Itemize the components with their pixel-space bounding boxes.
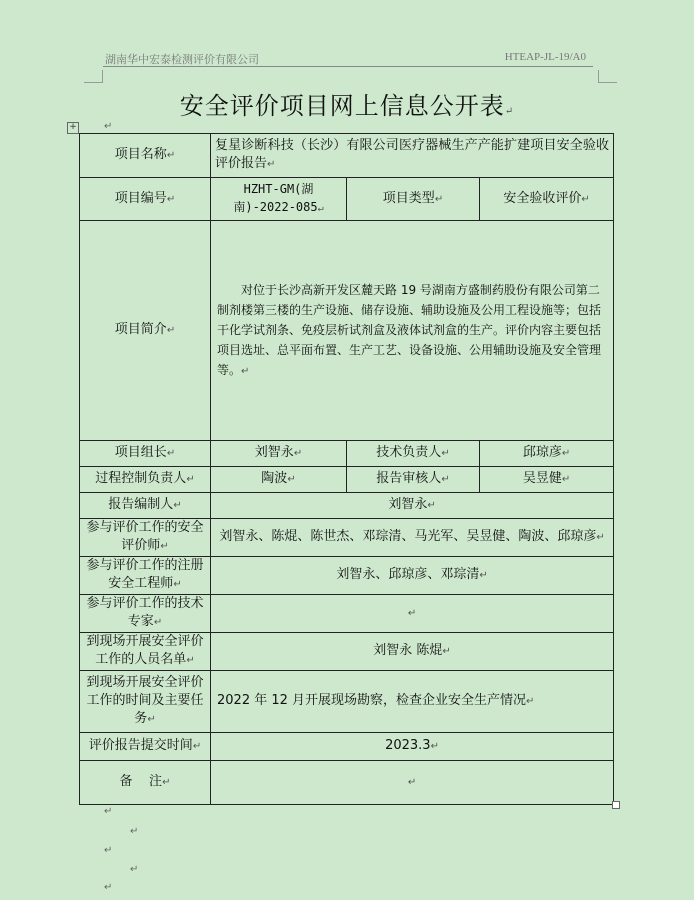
paragraph-mark: ↵	[581, 193, 590, 205]
margin-corner-left	[84, 70, 103, 83]
project-no-value	[211, 178, 347, 221]
intro-label	[80, 221, 211, 441]
paragraph-mark: ↵	[287, 474, 296, 485]
cell-text: 过程控制负责人	[95, 471, 187, 486]
paragraph-mark: ↵	[186, 474, 195, 485]
paragraph-mark: ↵	[561, 448, 571, 459]
paragraph-mark: ↵	[407, 777, 417, 788]
paragraph-mark: ↵	[407, 608, 417, 619]
experts-value	[211, 595, 614, 633]
paragraph-mark: ↵	[430, 741, 439, 752]
remark-value	[211, 761, 614, 805]
table-row	[80, 441, 614, 467]
engineers-value	[211, 557, 614, 595]
paragraph-mark: ↵	[166, 448, 176, 459]
cell-text: 项目类型	[382, 190, 435, 206]
paragraph-mark: ↵	[160, 541, 169, 552]
engineers-label	[80, 557, 211, 595]
cell-text: 报告审核人	[376, 471, 442, 486]
experts-label	[80, 595, 211, 633]
project-type-value	[480, 178, 614, 221]
cell-text: 邱琼彦	[522, 445, 562, 460]
paragraph-mark: ↵	[441, 448, 450, 459]
table-row	[80, 557, 614, 595]
cell-text: 刘智永	[254, 445, 294, 460]
table-row	[80, 519, 614, 557]
intro-value	[211, 221, 614, 441]
onsite-people-value	[211, 633, 614, 671]
paragraph-mark: ↵	[434, 193, 444, 205]
cell-text: 项目编号	[114, 190, 167, 206]
paragraph-mark: ↵	[104, 882, 113, 893]
paragraph-mark: ↵	[130, 826, 139, 837]
paragraph-mark: ↵	[526, 696, 535, 707]
cell-text: 陶波	[261, 471, 288, 486]
project-name-label	[80, 134, 211, 178]
table-row	[80, 178, 614, 221]
onsite-people-label	[80, 633, 211, 671]
cell-text: HZHT-GM(湖南)-2022-085	[233, 182, 318, 214]
paragraph-mark: ↵	[479, 570, 488, 581]
header-code: HTEAP-JL-19/A0	[504, 51, 586, 63]
project-no-label	[80, 178, 211, 221]
leader-value	[211, 441, 347, 467]
cell-text: 技术负责人	[376, 445, 442, 460]
cell-text: 到现场开展安全评价工作的时间及主要任务	[86, 675, 204, 726]
cell-text: 参与评价工作的技术专家	[86, 596, 204, 629]
paragraph-mark: ↵	[267, 159, 276, 170]
project-name-value	[211, 134, 614, 178]
cell-text: 对位于长沙高新开发区麓天路 19 号湖南方盛制药股份有限公司第二制剂楼第三楼的生产设施、储存设施、辅助设施及公用工程设施等；包括干化学试剂条、免疫层析试剂盒及液体试剂盒的生产。评价内容主要包括项目选址、总平面布置、生产工艺、设备设施、公用辅助设施及安全管理等。	[217, 282, 602, 377]
cell-text: 项目简介	[114, 322, 167, 337]
paragraph-mark: ↵	[427, 500, 436, 511]
paragraph-mark: ↵	[173, 500, 182, 511]
evaluators-label	[80, 519, 211, 557]
paragraph-mark: ↵	[173, 579, 182, 590]
reviewer-label	[347, 467, 480, 493]
table-row	[80, 733, 614, 761]
cell-text: 参与评价工作的安全评价师	[86, 520, 204, 553]
paragraph-mark: ↵	[504, 106, 515, 117]
author-label	[80, 493, 211, 519]
remark-label	[80, 761, 211, 805]
table-row	[80, 134, 614, 178]
cell-text: 备 注	[119, 774, 163, 789]
cell-text: 2023.3	[385, 738, 431, 753]
paragraph-mark: ↵	[162, 777, 171, 788]
paragraph-mark: ↵	[104, 845, 113, 856]
table-row	[80, 761, 614, 805]
paragraph-mark: ↵	[147, 714, 156, 725]
header-rule	[103, 66, 593, 67]
cell-text: 吴昱健	[522, 471, 562, 486]
paragraph-mark: ↵	[596, 532, 605, 543]
paragraph-mark: ↵	[166, 325, 176, 336]
onsite-time-value	[211, 671, 614, 733]
cell-text: 项目名称	[114, 147, 167, 162]
table-resize-handle[interactable]	[612, 801, 620, 809]
reviewer-value	[480, 467, 614, 493]
cell-text: 2022 年 12 月开展现场勘察，检查企业安全生产情况	[217, 693, 527, 708]
info-table	[79, 133, 614, 805]
cell-text: 报告编制人	[108, 497, 174, 512]
cell-text: 刘智永 陈焜	[373, 643, 443, 658]
table-row	[80, 633, 614, 671]
cell-text: 到现场开展安全评价工作的人员名单	[86, 634, 204, 667]
process-label	[80, 467, 211, 493]
evaluators-value	[211, 519, 614, 557]
paragraph-mark: ↵	[153, 617, 163, 628]
author-value	[211, 493, 614, 519]
paragraph-mark: ↵	[293, 448, 303, 459]
tech-value	[480, 441, 614, 467]
cell-text: 评价报告提交时间	[88, 738, 193, 753]
process-value	[211, 467, 347, 493]
tech-label	[347, 441, 480, 467]
paragraph-mark: ↵	[317, 203, 324, 214]
paragraph-mark: ↵	[104, 806, 113, 817]
paragraph-mark: ↵	[441, 474, 450, 485]
table-row	[80, 493, 614, 519]
table-move-handle-icon[interactable]: +	[67, 122, 79, 134]
table-row	[80, 467, 614, 493]
cell-text: 复星诊断科技（长沙）有限公司医疗器械生产产能扩建项目安全验收评价报告	[215, 138, 610, 171]
paragraph-mark: ↵	[166, 193, 176, 205]
cell-text: 刘智永、邱琼彦、邓琮清	[336, 567, 480, 582]
leader-label	[80, 441, 211, 467]
paragraph-mark: ↵	[192, 741, 202, 752]
table-row	[80, 221, 614, 441]
document-title-text: 安全评价项目网上信息公开表	[179, 92, 505, 120]
paragraph-mark: ↵	[104, 121, 113, 132]
project-type-label	[347, 178, 480, 221]
cell-text: 刘智永、陈焜、陈世杰、邓琮清、马光军、吴昱健、陶波、邱琼彦	[219, 529, 597, 544]
onsite-time-label	[80, 671, 211, 733]
paragraph-mark: ↵	[186, 655, 195, 666]
paragraph-mark: ↵	[442, 646, 451, 657]
margin-corner-right	[598, 70, 617, 83]
cell-text: 参与评价工作的注册安全工程师	[86, 558, 204, 591]
cell-text: 刘智永	[388, 497, 428, 512]
table-row	[80, 671, 614, 733]
header-company: 湖南华中宏泰检测评价有限公司	[105, 53, 259, 66]
submit-value	[211, 733, 614, 761]
paragraph-mark: ↵	[561, 474, 571, 485]
paragraph-mark: ↵	[130, 864, 139, 875]
document-title	[0, 86, 694, 121]
paragraph-mark: ↵	[166, 150, 176, 161]
table-row	[80, 595, 614, 633]
paragraph-mark: ↵	[241, 365, 250, 377]
cell-text: 安全验收评价	[503, 190, 582, 206]
cell-text: 项目组长	[114, 445, 167, 460]
submit-label	[80, 733, 211, 761]
